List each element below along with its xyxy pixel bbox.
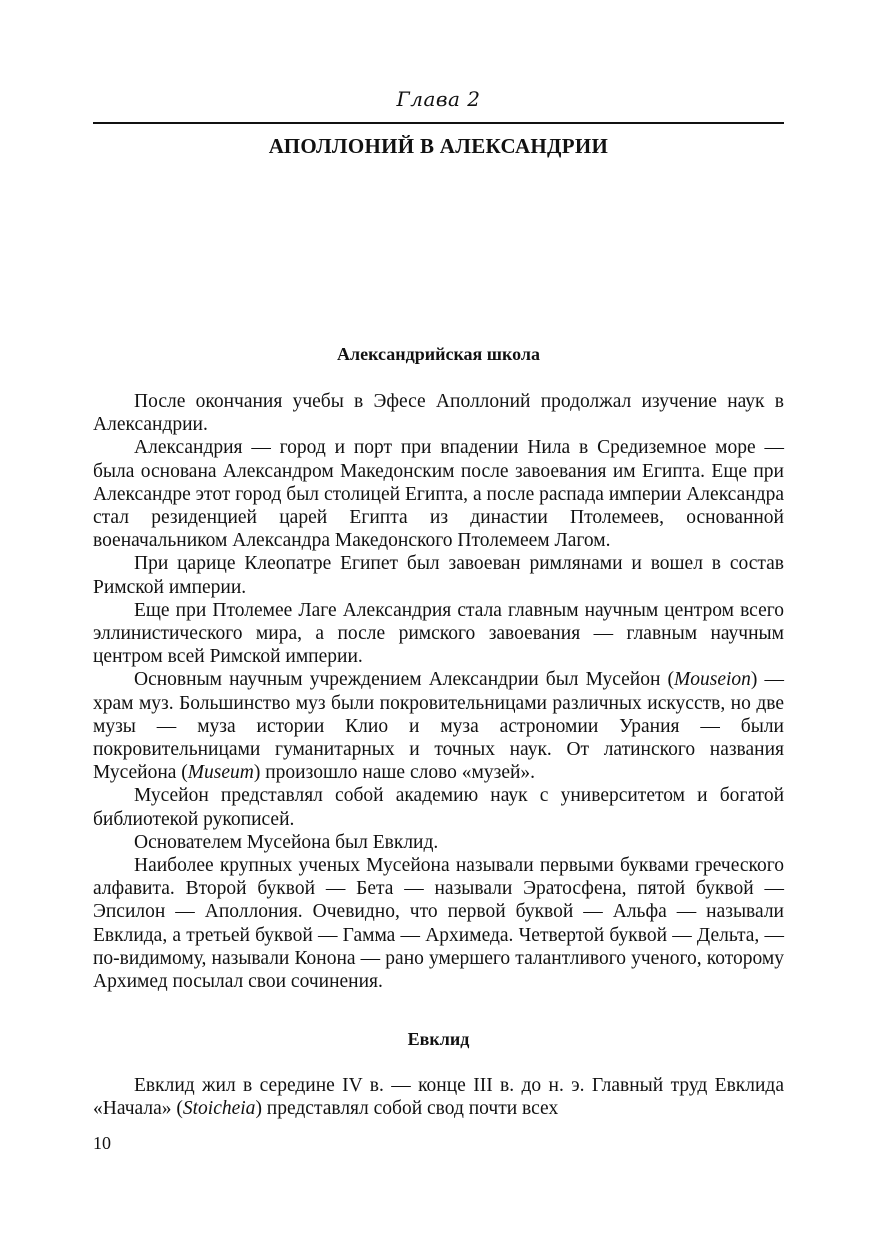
chapter-title: АПОЛЛОНИЙ В АЛЕКСАНДРИИ [268,134,609,158]
text-run: ) представлял собой свод почти всех [255,1098,559,1120]
chapter-divider [93,122,784,124]
paragraph: Еще при Птолемее Лаге Александрия стала главным научным центром всего эллинистического мира, а после римского завоевания — главным научным центром всей Римской империи. [93,599,784,668]
text-run: ) произошло наше слово «музей». [253,762,536,784]
latin-term-mouseion: Mouseion [674,669,751,691]
paragraph: Наиболее крупных ученых Мусейона называли первыми буквами греческого алфавита. Второй буквой — Бета — называли Эратосфена, пятой буквой — Эпсилон — Аполлония. Очевидно, что первой буквой — Альфа — называли Евклида, а третьей буквой — Гамма — Архимеда. Четвертой буквой — Дельта, — по-видимому, называли Конона — рано умершего талантливого ученого, которому Архимед посылал свои сочинения. [93,855,784,993]
paragraph: Александрия — город и порт при впадении Нила в Средиземное море — была основана Александром Македонским после завоевания им Египта. Еще при Александре этот город был столицей Египта, а после распада империи Александра стал резиденцией царей Египта из династии Птолемеев, основанной военачальником Александра Македонского Птолемеем Лагом. [93,437,784,552]
latin-term-museum: Museum [187,762,254,784]
book-page [93,0,784,1240]
text-run: Евклид жил в середине IV в. — конце III в. до н. э. Главный труд Евклида «Начала» ( [93,1075,784,1120]
paragraph-euclid [93,1074,784,1120]
paragraph: После окончания учебы в Эфесе Аполлоний продолжал изучение наук в Александрии. [93,391,784,436]
greek-term-stoicheia: Stoicheia [182,1098,256,1120]
paragraph: Основателем Мусейона был Евклид. [134,831,439,853]
section-body-alexandrian-school [93,390,784,993]
text-run: Основным научным учреждением Александрии был Мусейон ( [134,669,674,691]
section-heading-euclid: Евклид [407,1029,470,1049]
section-heading-alexandrian-school: Александрийская школа [337,344,540,364]
paragraph: Мусейон представлял собой академию наук с университетом и богатой библиотекой рукописей. [93,785,784,830]
text-run: ) — храм муз. Большинство муз были покровительницами различных искусств, но две музы — муза истории Клио и муза астрономии Урания — были покровительницами гуманитарных и точных наук. От латинского названия Мусейона ( [93,669,784,784]
chapter-label: Глава 2 [396,87,481,111]
paragraph-mouseion [93,668,784,784]
section-body-euclid [93,1074,784,1120]
paragraph: При царице Клеопатре Египет был завоеван римлянами и вошел в состав Римской империи. [93,553,784,598]
page-number: 10 [93,1133,111,1153]
